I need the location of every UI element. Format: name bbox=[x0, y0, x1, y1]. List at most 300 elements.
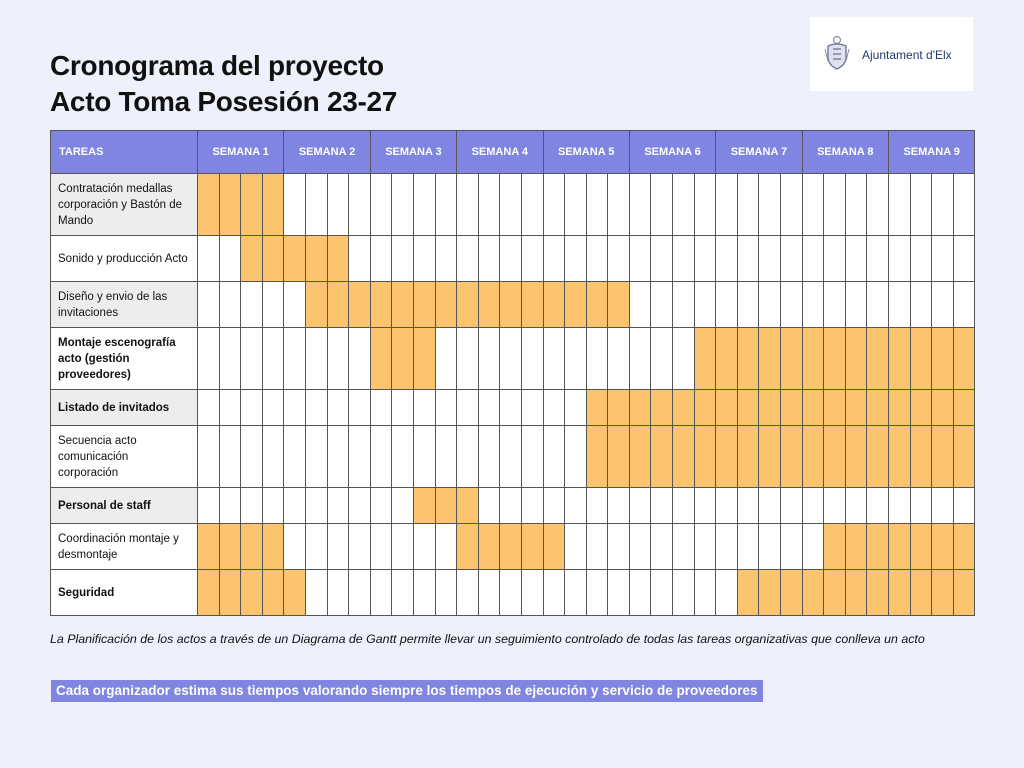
day-cell bbox=[716, 570, 738, 616]
day-cell bbox=[392, 524, 414, 570]
day-cell bbox=[759, 524, 781, 570]
day-cell bbox=[500, 174, 522, 236]
day-cell bbox=[327, 570, 349, 616]
day-cell bbox=[651, 236, 673, 282]
task-row bbox=[51, 236, 975, 282]
day-cell bbox=[565, 236, 587, 282]
day-cell bbox=[457, 570, 479, 616]
day-cell bbox=[284, 524, 306, 570]
day-cell bbox=[781, 524, 803, 570]
week-header: SEMANA 5 bbox=[543, 131, 629, 174]
day-cell bbox=[716, 174, 738, 236]
scheduled-day-cell bbox=[673, 426, 695, 488]
scheduled-day-cell bbox=[305, 236, 327, 282]
scheduled-day-cell bbox=[802, 328, 824, 390]
day-cell bbox=[349, 390, 371, 426]
scheduled-day-cell bbox=[867, 426, 889, 488]
scheduled-day-cell bbox=[759, 426, 781, 488]
scheduled-day-cell bbox=[435, 488, 457, 524]
scheduled-day-cell bbox=[262, 236, 284, 282]
day-cell bbox=[889, 282, 911, 328]
scheduled-day-cell bbox=[802, 426, 824, 488]
scheduled-day-cell bbox=[845, 426, 867, 488]
day-cell bbox=[629, 282, 651, 328]
scheduled-day-cell bbox=[543, 282, 565, 328]
page-title bbox=[50, 48, 397, 120]
day-cell bbox=[327, 328, 349, 390]
gantt-chart bbox=[50, 130, 975, 616]
day-cell bbox=[262, 488, 284, 524]
scheduled-day-cell bbox=[737, 426, 759, 488]
day-cell bbox=[457, 236, 479, 282]
day-cell bbox=[802, 524, 824, 570]
scheduled-day-cell bbox=[781, 570, 803, 616]
day-cell bbox=[802, 174, 824, 236]
task-label: Montaje escenografía acto (gestión proveedores) bbox=[51, 328, 198, 390]
scheduled-day-cell bbox=[198, 524, 220, 570]
day-cell bbox=[219, 236, 241, 282]
day-cell bbox=[694, 174, 716, 236]
task-row bbox=[51, 426, 975, 488]
week-header: SEMANA 3 bbox=[370, 131, 456, 174]
scheduled-day-cell bbox=[392, 328, 414, 390]
day-cell bbox=[370, 570, 392, 616]
day-cell bbox=[543, 236, 565, 282]
scheduled-day-cell bbox=[435, 282, 457, 328]
day-cell bbox=[478, 570, 500, 616]
scheduled-day-cell bbox=[867, 328, 889, 390]
day-cell bbox=[586, 174, 608, 236]
day-cell bbox=[565, 328, 587, 390]
day-cell bbox=[262, 390, 284, 426]
day-cell bbox=[435, 570, 457, 616]
day-cell bbox=[845, 174, 867, 236]
day-cell bbox=[673, 524, 695, 570]
day-cell bbox=[219, 390, 241, 426]
day-cell bbox=[327, 174, 349, 236]
scheduled-day-cell bbox=[284, 236, 306, 282]
scheduled-day-cell bbox=[413, 328, 435, 390]
scheduled-day-cell bbox=[910, 426, 932, 488]
scheduled-day-cell bbox=[932, 426, 954, 488]
scheduled-day-cell bbox=[500, 282, 522, 328]
day-cell bbox=[262, 328, 284, 390]
day-cell bbox=[370, 426, 392, 488]
scheduled-day-cell bbox=[781, 426, 803, 488]
week-header: SEMANA 7 bbox=[716, 131, 802, 174]
day-cell bbox=[651, 328, 673, 390]
scheduled-day-cell bbox=[457, 524, 479, 570]
day-cell bbox=[349, 570, 371, 616]
task-column-header: TAREAS bbox=[51, 131, 198, 174]
footer-note: La Planificación de los actos a través de un Diagrama de Gantt permite llevar un seguimiento controlado de todas las tareas organizativas que conlleva un acto bbox=[50, 632, 925, 646]
day-cell bbox=[349, 426, 371, 488]
day-cell bbox=[500, 236, 522, 282]
scheduled-day-cell bbox=[392, 282, 414, 328]
day-cell bbox=[392, 174, 414, 236]
scheduled-day-cell bbox=[327, 236, 349, 282]
scheduled-day-cell bbox=[953, 426, 975, 488]
scheduled-day-cell bbox=[673, 390, 695, 426]
day-cell bbox=[392, 570, 414, 616]
scheduled-day-cell bbox=[219, 524, 241, 570]
day-cell bbox=[716, 524, 738, 570]
day-cell bbox=[586, 488, 608, 524]
day-cell bbox=[543, 174, 565, 236]
scheduled-day-cell bbox=[737, 390, 759, 426]
day-cell bbox=[845, 236, 867, 282]
scheduled-day-cell bbox=[781, 390, 803, 426]
day-cell bbox=[457, 426, 479, 488]
scheduled-day-cell bbox=[370, 328, 392, 390]
day-cell bbox=[802, 282, 824, 328]
scheduled-day-cell bbox=[759, 390, 781, 426]
day-cell bbox=[543, 570, 565, 616]
day-cell bbox=[824, 488, 846, 524]
scheduled-day-cell bbox=[889, 328, 911, 390]
day-cell bbox=[543, 488, 565, 524]
day-cell bbox=[521, 174, 543, 236]
day-cell bbox=[284, 282, 306, 328]
scheduled-day-cell bbox=[543, 524, 565, 570]
day-cell bbox=[781, 174, 803, 236]
day-cell bbox=[198, 236, 220, 282]
week-header: SEMANA 2 bbox=[284, 131, 370, 174]
task-label: Listado de invitados bbox=[51, 390, 198, 426]
week-header: SEMANA 8 bbox=[802, 131, 888, 174]
day-cell bbox=[867, 236, 889, 282]
task-row bbox=[51, 282, 975, 328]
day-cell bbox=[284, 174, 306, 236]
day-cell bbox=[219, 328, 241, 390]
day-cell bbox=[327, 426, 349, 488]
day-cell bbox=[910, 282, 932, 328]
scheduled-day-cell bbox=[953, 524, 975, 570]
day-cell bbox=[392, 426, 414, 488]
scheduled-day-cell bbox=[694, 390, 716, 426]
day-cell bbox=[370, 236, 392, 282]
day-cell bbox=[241, 282, 263, 328]
day-cell bbox=[629, 524, 651, 570]
scheduled-day-cell bbox=[198, 174, 220, 236]
scheduled-day-cell bbox=[651, 390, 673, 426]
day-cell bbox=[435, 236, 457, 282]
day-cell bbox=[219, 282, 241, 328]
day-cell bbox=[565, 570, 587, 616]
scheduled-day-cell bbox=[478, 282, 500, 328]
day-cell bbox=[521, 328, 543, 390]
scheduled-day-cell bbox=[845, 328, 867, 390]
scheduled-day-cell bbox=[716, 426, 738, 488]
day-cell bbox=[845, 282, 867, 328]
day-cell bbox=[349, 488, 371, 524]
scheduled-day-cell bbox=[413, 282, 435, 328]
scheduled-day-cell bbox=[845, 524, 867, 570]
day-cell bbox=[889, 488, 911, 524]
day-cell bbox=[478, 426, 500, 488]
scheduled-day-cell bbox=[262, 570, 284, 616]
scheduled-day-cell bbox=[586, 426, 608, 488]
scheduled-day-cell bbox=[824, 390, 846, 426]
day-cell bbox=[305, 570, 327, 616]
task-label: Personal de staff bbox=[51, 488, 198, 524]
scheduled-day-cell bbox=[694, 426, 716, 488]
day-cell bbox=[716, 236, 738, 282]
scheduled-day-cell bbox=[565, 282, 587, 328]
day-cell bbox=[370, 174, 392, 236]
day-cell bbox=[478, 174, 500, 236]
day-cell bbox=[349, 236, 371, 282]
day-cell bbox=[521, 570, 543, 616]
day-cell bbox=[759, 282, 781, 328]
scheduled-day-cell bbox=[932, 570, 954, 616]
scheduled-day-cell bbox=[521, 524, 543, 570]
scheduled-day-cell bbox=[867, 570, 889, 616]
scheduled-day-cell bbox=[349, 282, 371, 328]
scheduled-day-cell bbox=[284, 570, 306, 616]
scheduled-day-cell bbox=[824, 570, 846, 616]
day-cell bbox=[198, 328, 220, 390]
scheduled-day-cell bbox=[694, 328, 716, 390]
day-cell bbox=[673, 174, 695, 236]
day-cell bbox=[586, 236, 608, 282]
day-cell bbox=[198, 488, 220, 524]
day-cell bbox=[370, 390, 392, 426]
day-cell bbox=[284, 426, 306, 488]
day-cell bbox=[737, 174, 759, 236]
day-cell bbox=[241, 390, 263, 426]
day-cell bbox=[305, 488, 327, 524]
day-cell bbox=[500, 488, 522, 524]
day-cell bbox=[392, 488, 414, 524]
day-cell bbox=[608, 488, 630, 524]
day-cell bbox=[392, 236, 414, 282]
day-cell bbox=[565, 488, 587, 524]
day-cell bbox=[845, 488, 867, 524]
scheduled-day-cell bbox=[305, 282, 327, 328]
scheduled-day-cell bbox=[845, 390, 867, 426]
day-cell bbox=[413, 570, 435, 616]
day-cell bbox=[781, 236, 803, 282]
scheduled-day-cell bbox=[586, 390, 608, 426]
scheduled-day-cell bbox=[802, 390, 824, 426]
day-cell bbox=[457, 390, 479, 426]
day-cell bbox=[932, 174, 954, 236]
day-cell bbox=[457, 174, 479, 236]
day-cell bbox=[305, 174, 327, 236]
day-cell bbox=[305, 390, 327, 426]
scheduled-day-cell bbox=[413, 488, 435, 524]
scheduled-day-cell bbox=[241, 570, 263, 616]
day-cell bbox=[413, 174, 435, 236]
day-cell bbox=[910, 174, 932, 236]
day-cell bbox=[953, 488, 975, 524]
day-cell bbox=[284, 328, 306, 390]
footer-banner: Cada organizador estima sus tiempos valorando siempre los tiempos de ejecución y servicio de proveedores bbox=[51, 680, 763, 702]
day-cell bbox=[608, 236, 630, 282]
scheduled-day-cell bbox=[327, 282, 349, 328]
task-row bbox=[51, 328, 975, 390]
day-cell bbox=[802, 236, 824, 282]
scheduled-day-cell bbox=[241, 236, 263, 282]
day-cell bbox=[565, 524, 587, 570]
day-cell bbox=[953, 174, 975, 236]
scheduled-day-cell bbox=[932, 524, 954, 570]
scheduled-day-cell bbox=[219, 570, 241, 616]
day-cell bbox=[629, 236, 651, 282]
day-cell bbox=[262, 282, 284, 328]
scheduled-day-cell bbox=[824, 524, 846, 570]
day-cell bbox=[435, 524, 457, 570]
day-cell bbox=[262, 426, 284, 488]
day-cell bbox=[737, 524, 759, 570]
day-cell bbox=[737, 488, 759, 524]
day-cell bbox=[413, 524, 435, 570]
day-cell bbox=[781, 488, 803, 524]
day-cell bbox=[241, 488, 263, 524]
day-cell bbox=[824, 282, 846, 328]
task-row bbox=[51, 174, 975, 236]
day-cell bbox=[694, 282, 716, 328]
day-cell bbox=[219, 488, 241, 524]
day-cell bbox=[673, 282, 695, 328]
day-cell bbox=[867, 488, 889, 524]
day-cell bbox=[629, 488, 651, 524]
task-label: Diseño y envio de las invitaciones bbox=[51, 282, 198, 328]
day-cell bbox=[608, 524, 630, 570]
scheduled-day-cell bbox=[586, 282, 608, 328]
day-cell bbox=[694, 488, 716, 524]
day-cell bbox=[198, 426, 220, 488]
task-label: Sonido y producción Acto bbox=[51, 236, 198, 282]
scheduled-day-cell bbox=[608, 390, 630, 426]
day-cell bbox=[413, 236, 435, 282]
day-cell bbox=[673, 236, 695, 282]
week-header: SEMANA 1 bbox=[198, 131, 284, 174]
day-cell bbox=[521, 390, 543, 426]
day-cell bbox=[629, 328, 651, 390]
logo-text: Ajuntament d'Elx bbox=[862, 48, 952, 62]
day-cell bbox=[543, 390, 565, 426]
task-row bbox=[51, 524, 975, 570]
day-cell bbox=[457, 328, 479, 390]
day-cell bbox=[737, 282, 759, 328]
day-cell bbox=[651, 282, 673, 328]
scheduled-day-cell bbox=[759, 570, 781, 616]
scheduled-day-cell bbox=[910, 524, 932, 570]
week-header: SEMANA 9 bbox=[889, 131, 975, 174]
day-cell bbox=[953, 236, 975, 282]
scheduled-day-cell bbox=[889, 426, 911, 488]
task-label: Secuencia acto comunicación corporación bbox=[51, 426, 198, 488]
day-cell bbox=[673, 488, 695, 524]
scheduled-day-cell bbox=[241, 524, 263, 570]
day-cell bbox=[716, 488, 738, 524]
day-cell bbox=[500, 390, 522, 426]
scheduled-day-cell bbox=[867, 524, 889, 570]
day-cell bbox=[932, 488, 954, 524]
day-cell bbox=[284, 390, 306, 426]
day-cell bbox=[241, 328, 263, 390]
week-header: SEMANA 4 bbox=[457, 131, 543, 174]
day-cell bbox=[824, 236, 846, 282]
day-cell bbox=[651, 488, 673, 524]
day-cell bbox=[284, 488, 306, 524]
scheduled-day-cell bbox=[737, 570, 759, 616]
day-cell bbox=[651, 524, 673, 570]
day-cell bbox=[953, 282, 975, 328]
day-cell bbox=[219, 426, 241, 488]
day-cell bbox=[521, 488, 543, 524]
day-cell bbox=[521, 236, 543, 282]
day-cell bbox=[651, 174, 673, 236]
day-cell bbox=[759, 236, 781, 282]
day-cell bbox=[716, 282, 738, 328]
day-cell bbox=[889, 174, 911, 236]
task-row bbox=[51, 570, 975, 616]
day-cell bbox=[305, 426, 327, 488]
scheduled-day-cell bbox=[716, 328, 738, 390]
day-cell bbox=[867, 282, 889, 328]
scheduled-day-cell bbox=[910, 328, 932, 390]
day-cell bbox=[305, 328, 327, 390]
logo bbox=[810, 17, 973, 91]
day-cell bbox=[392, 390, 414, 426]
title-line-2: Acto Toma Posesión 23-27 bbox=[50, 86, 398, 117]
day-cell bbox=[759, 174, 781, 236]
scheduled-day-cell bbox=[500, 524, 522, 570]
task-label: Contratación medallas corporación y Bastón de Mando bbox=[51, 174, 198, 236]
scheduled-day-cell bbox=[932, 390, 954, 426]
scheduled-day-cell bbox=[457, 488, 479, 524]
scheduled-day-cell bbox=[910, 390, 932, 426]
day-cell bbox=[781, 282, 803, 328]
day-cell bbox=[608, 328, 630, 390]
task-label: Coordinación montaje y desmontaje bbox=[51, 524, 198, 570]
day-cell bbox=[305, 524, 327, 570]
scheduled-day-cell bbox=[608, 426, 630, 488]
day-cell bbox=[349, 174, 371, 236]
day-cell bbox=[241, 426, 263, 488]
day-cell bbox=[521, 426, 543, 488]
day-cell bbox=[500, 570, 522, 616]
scheduled-day-cell bbox=[867, 390, 889, 426]
scheduled-day-cell bbox=[219, 174, 241, 236]
scheduled-day-cell bbox=[737, 328, 759, 390]
day-cell bbox=[327, 524, 349, 570]
day-cell bbox=[910, 488, 932, 524]
scheduled-day-cell bbox=[521, 282, 543, 328]
scheduled-day-cell bbox=[824, 328, 846, 390]
day-cell bbox=[413, 390, 435, 426]
day-cell bbox=[694, 236, 716, 282]
day-cell bbox=[802, 488, 824, 524]
day-cell bbox=[478, 488, 500, 524]
day-cell bbox=[327, 390, 349, 426]
day-cell bbox=[543, 426, 565, 488]
day-cell bbox=[889, 236, 911, 282]
scheduled-day-cell bbox=[845, 570, 867, 616]
day-cell bbox=[629, 570, 651, 616]
scheduled-day-cell bbox=[262, 174, 284, 236]
day-cell bbox=[349, 328, 371, 390]
scheduled-day-cell bbox=[889, 570, 911, 616]
day-cell bbox=[759, 488, 781, 524]
scheduled-day-cell bbox=[824, 426, 846, 488]
day-cell bbox=[349, 524, 371, 570]
day-cell bbox=[608, 570, 630, 616]
scheduled-day-cell bbox=[651, 426, 673, 488]
